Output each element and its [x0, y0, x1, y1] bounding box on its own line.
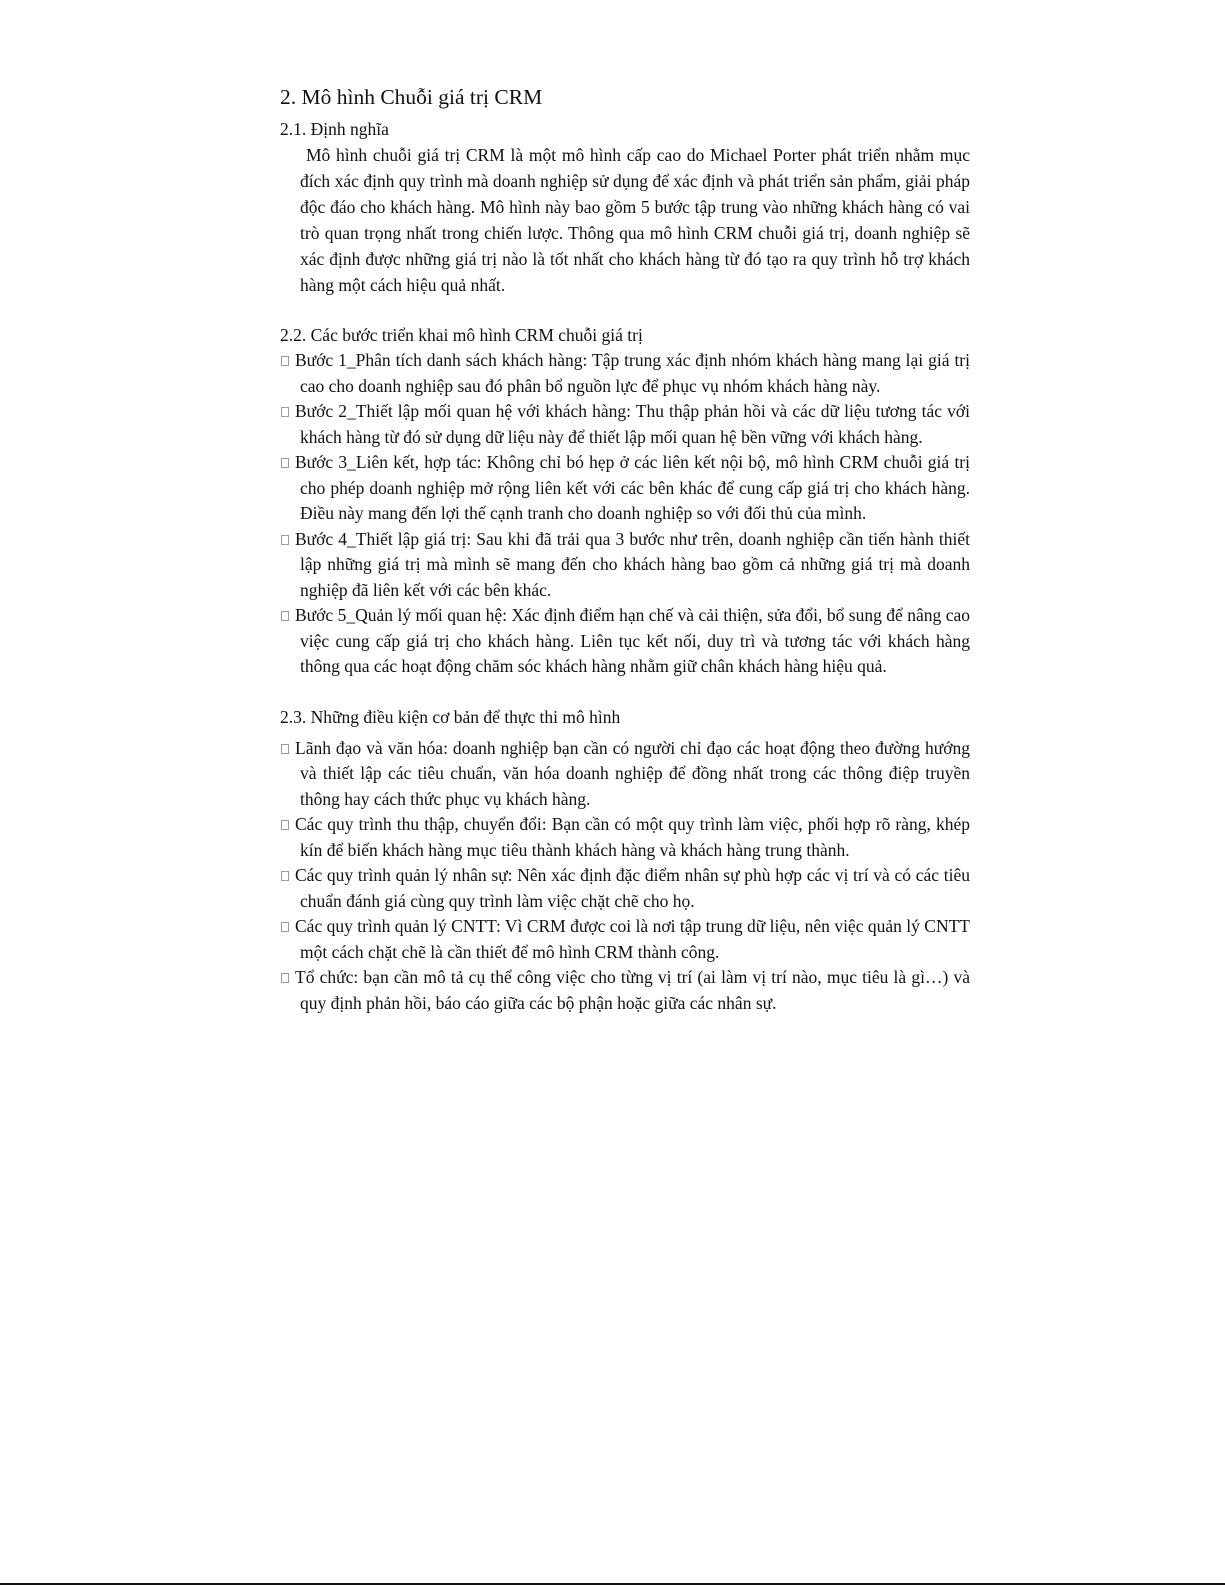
section-heading-steps: 2.2. Các bước triển khai mô hình CRM chuỗi giá trị — [280, 325, 643, 345]
list-item — [280, 812, 970, 863]
list-item — [280, 736, 970, 813]
checkbox-bullet-icon — [281, 356, 289, 366]
list-item-text: Bước 5_Quản lý mối quan hệ: Xác định điểm hạn chế và cải thiện, sửa đổi, bổ sung để nâng cao việc cung cấp giá trị cho khách hàng. Liên tục kết nối, duy trì và tương tác với khách hàng thông qua các hoạt động chăm sóc khách hàng nhằm giữ chân khách hàng hiệu quả. — [295, 605, 970, 676]
list-item — [280, 450, 970, 527]
section-spacer — [280, 680, 970, 704]
list-item — [280, 527, 970, 604]
checkbox-bullet-icon — [281, 611, 289, 621]
list-item-text: Các quy trình thu thập, chuyển đổi: Bạn cần có một quy trình làm việc, phối hợp rõ ràng, khép kín để biến khách hàng mục tiêu thành khách hàng và khách hàng trung thành. — [295, 814, 970, 860]
conditions-list — [280, 736, 970, 1017]
list-item — [280, 965, 970, 1016]
section-heading-conditions: 2.3. Những điều kiện cơ bản để thực thi mô hình — [280, 706, 621, 727]
list-item — [280, 914, 970, 965]
list-item — [280, 348, 970, 399]
checkbox-bullet-icon — [281, 407, 289, 417]
section-heading-definition: 2.1. Định nghĩa — [280, 119, 389, 139]
document-body — [280, 82, 970, 1016]
list-item — [280, 603, 970, 680]
checkbox-bullet-icon — [281, 871, 289, 881]
checkbox-bullet-icon — [281, 973, 289, 983]
section-spacer — [280, 298, 970, 322]
steps-list — [280, 348, 970, 680]
list-item-text: Bước 2_Thiết lập mối quan hệ với khách hàng: Thu thập phản hồi và các dữ liệu tương tác với khách hàng từ đó sử dụng dữ liệu này để thiết lập mối quan hệ bền vững với khách hàng. — [295, 401, 970, 447]
list-item — [280, 863, 970, 914]
list-item — [280, 399, 970, 450]
list-item-text: Bước 3_Liên kết, hợp tác: Không chỉ bó hẹp ở các liên kết nội bộ, mô hình CRM chuỗi giá trị cho phép doanh nghiệp mở rộng liên kết với các bên khác để cung cấp giá trị cho khách hàng. Điều này mang đến lợi thế cạnh tranh cho doanh nghiệp so với đối thủ của mình. — [295, 452, 970, 523]
page-title: 2. Mô hình Chuỗi giá trị CRM — [280, 85, 543, 109]
list-item-text: Bước 1_Phân tích danh sách khách hàng: Tập trung xác định nhóm khách hàng mang lại giá trị cao cho doanh nghiệp sau đó phân bổ nguồn lực để phục vụ nhóm khách hàng này. — [295, 350, 970, 396]
definition-paragraph: Mô hình chuỗi giá trị CRM là một mô hình cấp cao do Michael Porter phát triển nhằm mục đích xác định quy trình mà doanh nghiệp sử dụng để xác định và phát triển sản phẩm, giải pháp độc đáo cho khách hàng. Mô hình này bao gồm 5 bước tập trung vào những khách hàng có vai trò quan trọng nhất trong chiến lược. Thông qua mô hình CRM chuỗi giá trị, doanh nghiệp sẽ xác định được những giá trị nào là tốt nhất cho khách hàng từ đó tạo ra quy trình hỗ trợ khách hàng một cách hiệu quả nhất. — [300, 145, 970, 295]
checkbox-bullet-icon — [281, 744, 289, 754]
list-item-text: Bước 4_Thiết lập giá trị: Sau khi đã trải qua 3 bước như trên, doanh nghiệp cần tiến hành thiết lập những giá trị mà mình sẽ mang đến cho khách hàng bao gồm cả những giá trị mà doanh nghiệp đã liên kết với các bên khác. — [295, 528, 970, 600]
list-item-text: Tổ chức: bạn cần mô tả cụ thể công việc cho từng vị trí (ai làm vị trí nào, mục tiêu là gì…) và quy định phản hồi, báo cáo giữa các bộ phận hoặc giữa các nhân sự. — [295, 967, 970, 1013]
list-item-text: Lãnh đạo và văn hóa: doanh nghiệp bạn cần có người chỉ đạo các hoạt động theo đường hướng và thiết lập các tiêu chuẩn, văn hóa doanh nghiệp để đồng nhất trong các thông điệp truyền thông hay cách thức phục vụ khách hàng. — [295, 737, 970, 809]
checkbox-bullet-icon — [281, 922, 289, 932]
checkbox-bullet-icon — [281, 458, 289, 468]
checkbox-bullet-icon — [281, 820, 289, 830]
list-item-text: Các quy trình quản lý nhân sự: Nên xác định đặc điểm nhân sự phù hợp các vị trí và có các tiêu chuẩn đánh giá cùng quy trình làm việc chặt chẽ cho họ. — [295, 865, 970, 911]
list-item-text: Các quy trình quản lý CNTT: Vì CRM được coi là nơi tập trung dữ liệu, nên việc quản lý CNTT một cách chặt chẽ là cần thiết để mô hình CRM thành công. — [295, 916, 970, 962]
checkbox-bullet-icon — [281, 535, 289, 545]
